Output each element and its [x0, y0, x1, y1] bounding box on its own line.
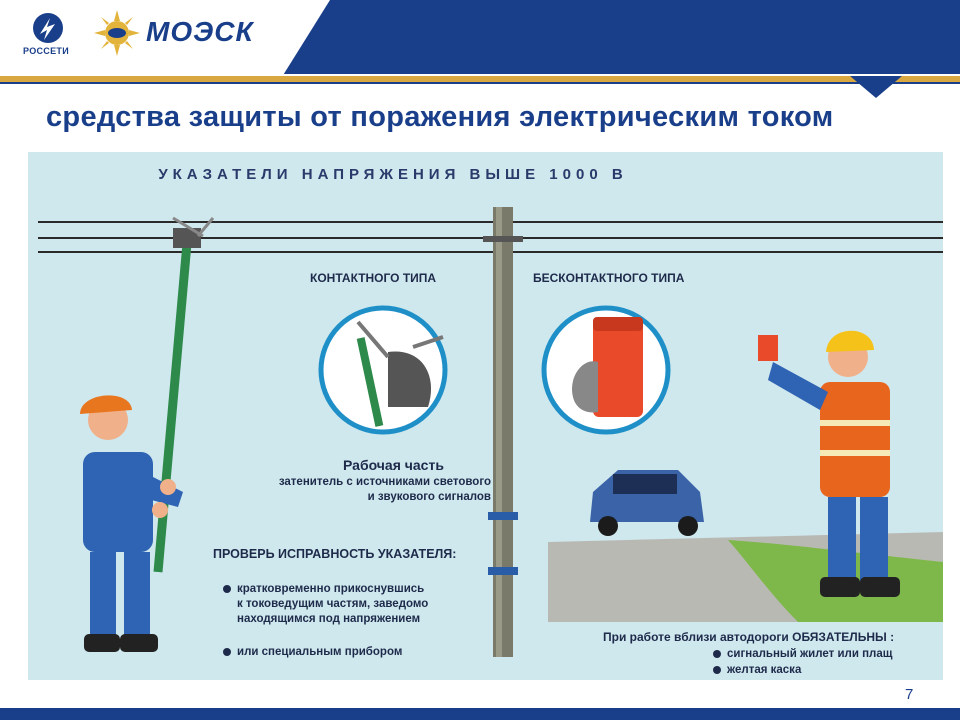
- check-item-line: к токоведущим частям, заведомо: [237, 598, 429, 610]
- road-safety-title: При работе вблизи автодороги ОБЯЗАТЕЛЬНЫ :: [603, 630, 895, 644]
- check-item-line: находящимся под напряжением: [237, 613, 421, 625]
- page-number: 7: [905, 686, 914, 703]
- moesk-sun-logo-icon: [92, 8, 142, 58]
- header-notch: [850, 76, 902, 98]
- header-divider: [0, 82, 960, 84]
- bullet-icon: [713, 666, 721, 674]
- road-safety-item: сигнальный жилет или плащ: [713, 647, 892, 662]
- slide-title: средства защиты от поражения электрическим током: [46, 101, 834, 133]
- check-item-line: или специальным прибором: [237, 646, 403, 658]
- check-item: [223, 645, 493, 660]
- rosseti-logo-text: РОССЕТИ: [23, 46, 69, 56]
- moesk-logo-text: МОЭСК: [146, 16, 254, 47]
- contactless-type-label: БЕСКОНТАКТНОГО ТИПА: [533, 271, 685, 285]
- work-part-line: и звукового сигналов: [367, 491, 491, 503]
- footer-bar: [0, 708, 960, 720]
- check-item-line: кратковременно прикоснувшись: [237, 583, 425, 595]
- work-part-description: [221, 475, 491, 505]
- check-item: [223, 582, 493, 627]
- bullet-icon: [223, 648, 231, 656]
- work-part-title: Рабочая часть: [343, 457, 444, 473]
- bullet-icon: [223, 585, 231, 593]
- illustration-heading: УКАЗАТЕЛИ НАПРЯЖЕНИЯ ВЫШЕ 1000 В: [158, 166, 628, 183]
- work-part-line: затенитель с источниками светового: [278, 476, 491, 488]
- bullet-icon: [713, 650, 721, 658]
- road-safety-item: желтая каска: [713, 663, 801, 678]
- safety-illustration: [28, 152, 943, 680]
- check-title: ПРОВЕРЬ ИСПРАВНОСТЬ УКАЗАТЕЛЯ:: [213, 547, 457, 561]
- contact-type-label: КОНТАКТНОГО ТИПА: [310, 271, 437, 285]
